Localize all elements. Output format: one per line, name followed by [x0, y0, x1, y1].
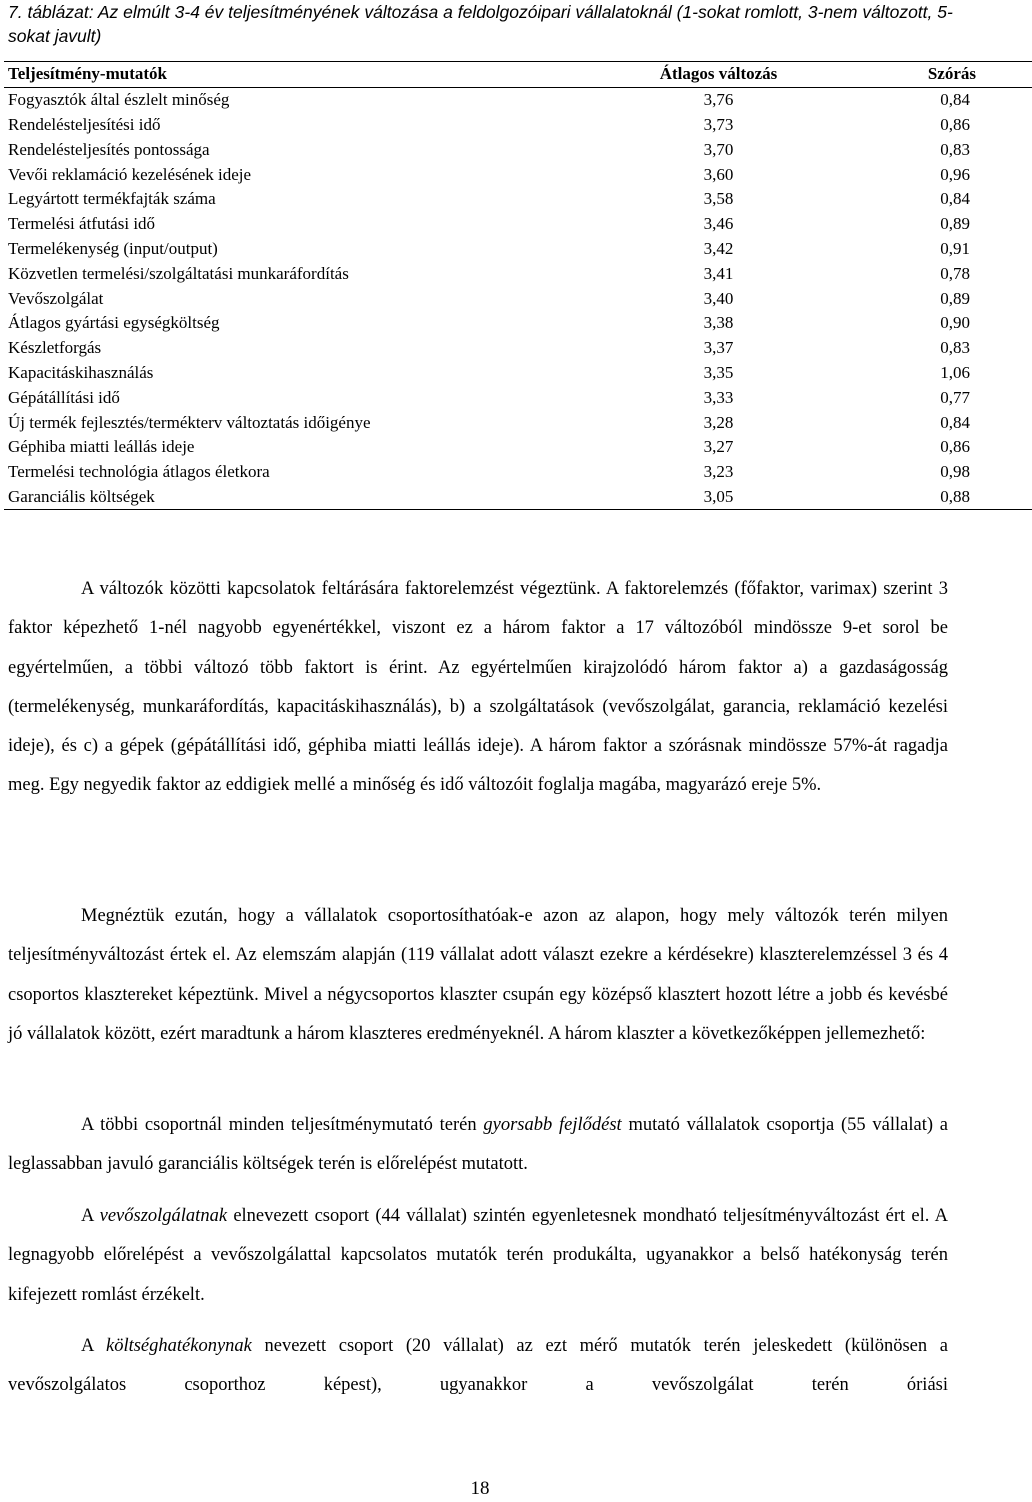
cell-indicator: Géphiba miatti leállás ideje [8, 437, 195, 457]
cell-average-change: 3,58 [703, 189, 734, 209]
text-run: A [81, 1206, 100, 1226]
cell-std-dev: 0,89 [940, 288, 970, 308]
table-row [4, 385, 1032, 410]
cell-std-dev: 0,90 [940, 313, 970, 333]
table-row [4, 361, 1032, 386]
cell-average-change: 3,73 [703, 114, 734, 134]
emphasis-text: vevőszolgálatnak [99, 1206, 228, 1226]
emphasis-text: gyorsabb fejlődést [483, 1115, 622, 1135]
paragraph-text: Megnéztük ezután, hogy a vállalatok csoportosíthatóak-e azon az alapon, hogy mely változók terén milyen teljesítményváltozást értek el. Az elemszám alapján (119 vállalat adott választ ezekre a kérdésekre) klaszterelemzéssel 3 és 4 csoportos klasztereket képeztünk. Mivel a négycsoportos klaszter csupán egy középső klasztert hozott létre a jobb és kevésbé jó vállalatok között, ezért maradtunk a három klaszteres eredményeknél. A három klaszter a következőképpen jellemezhető: [8, 906, 948, 1044]
page-number: 18 [470, 1478, 490, 1499]
cell-indicator: Vevőszolgálat [8, 288, 104, 308]
paragraph-customer-service [8, 1197, 948, 1315]
text-run: A többi csoportnál minden teljesítménymutató terén [81, 1115, 484, 1135]
cell-indicator: Fogyasztók által észlelt minőség [8, 90, 230, 110]
paragraph-text: A változók közötti kapcsolatok feltárására faktorelemzést végeztünk. A faktorelemzés (főfaktor, varimax) szerint 3 faktor képezhető 1-nél nagyobb egyenértékkel, viszont ez a három faktor a 17 változóból mindössze 9-et sorol be egyértelműen, a többi változó több faktort is érint. Az egyértelműen kirajzolódó három faktor a) a gazdaságosság (termelékenység, munkaráfordítás, kapacitáskihasználás), b) a szolgáltatások (vevőszolgálat, garancia, reklamáció kezelési ideje), és c) a gépek (gépátállítási idő, géphiba miatti leállás ideje). A három faktor a szórásnak mindössze 57%-át ragadja meg. Egy negyedik faktor az eddigiek mellé a minőség és idő változóit foglalja magába, magyarázó ereje 5%. [8, 579, 948, 796]
text-run: elnevezett csoport (44 vállalat) szintén egyenletesnek mondható teljesítményváltozást ért el. A legnagyobb előrelépést a vevőszolgálattal kapcsolatos mutatók terén produkálta, ugyanakkor a belső hatékonyság terén kifejezett romlást érzékelt. [8, 1206, 948, 1305]
cell-indicator: Termelési átfutási idő [8, 214, 156, 234]
text-run: A [81, 1336, 106, 1356]
cell-indicator: Termelékenység (input/output) [8, 238, 218, 258]
performance-table [4, 61, 1032, 510]
cell-indicator: Rendelésteljesítési idő [8, 114, 161, 134]
cell-indicator: Új termék fejlesztés/termékterv változtatás időigénye [8, 412, 371, 432]
cell-indicator: Gépátállítási idő [8, 387, 120, 407]
cell-average-change: 3,33 [703, 387, 734, 407]
cell-average-change: 3,28 [703, 412, 734, 432]
table-caption: 7. táblázat: Az elmúlt 3-4 év teljesítményének változása a feldolgozóipari vállalatoknál (1-sokat romlott, 3-nem változott, 5-sokat javult) [8, 2, 953, 46]
text-run: nevezett csoport (20 vállalat) az ezt mérő mutatók terén jeleskedett (különösen a vevőszolgálatos csoporthoz képest), ugyanakkor a vevőszolgálat terén óriási [8, 1336, 948, 1396]
cell-indicator: Átlagos gyártási egységköltség [8, 313, 220, 333]
table-row [4, 460, 1032, 485]
cell-average-change: 3,41 [703, 263, 734, 283]
cell-std-dev: 0,88 [940, 486, 970, 506]
cell-std-dev: 0,98 [940, 462, 970, 482]
text-run: mutató vállalatok csoportja (55 vállalat) a leglassabban javuló garanciális költségek terén is előrelépést mutatott. [8, 1115, 948, 1175]
cell-average-change: 3,46 [703, 214, 734, 234]
cell-average-change: 3,27 [703, 437, 734, 457]
cell-std-dev: 0,84 [940, 412, 970, 432]
cell-std-dev: 0,96 [940, 164, 970, 184]
table-row [4, 311, 1032, 336]
table-row [4, 435, 1032, 460]
cell-average-change: 3,05 [703, 486, 734, 506]
table-row [4, 261, 1032, 286]
cell-std-dev: 0,91 [940, 238, 970, 258]
paragraph-text [8, 1197, 948, 1315]
cell-indicator: Közvetlen termelési/szolgáltatási munkaráfordítás [8, 263, 349, 283]
header-average-change: Átlagos változás [659, 64, 778, 84]
cell-std-dev: 0,83 [940, 139, 970, 159]
paragraph-fast-developers [8, 1106, 948, 1185]
cell-indicator: Garanciális költségek [8, 486, 155, 506]
cell-std-dev: 0,89 [940, 214, 970, 234]
table-row [4, 87, 1032, 112]
paragraph-cluster-analysis [8, 897, 948, 1054]
table-row [4, 137, 1032, 162]
table-row [4, 286, 1032, 311]
cell-average-change: 3,38 [703, 313, 734, 333]
cell-indicator: Készletforgás [8, 338, 102, 358]
cell-std-dev: 0,78 [940, 263, 970, 283]
cell-average-change: 3,70 [703, 139, 734, 159]
emphasis-text: költséghatékonynak [105, 1336, 252, 1356]
cell-indicator: Legyártott termékfajták száma [8, 189, 216, 209]
table-row [4, 410, 1032, 435]
cell-std-dev: 0,86 [940, 437, 970, 457]
header-indicator: Teljesítmény-mutatók [8, 64, 167, 84]
cell-average-change: 3,23 [703, 462, 734, 482]
cell-std-dev: 0,86 [940, 114, 970, 134]
table-body [4, 87, 1032, 510]
cell-average-change: 3,76 [703, 90, 734, 110]
cell-std-dev: 0,83 [940, 338, 970, 358]
cell-std-dev: 0,84 [940, 90, 970, 110]
cell-std-dev: 0,77 [940, 387, 970, 407]
table-row [4, 237, 1032, 262]
cell-average-change: 3,37 [703, 338, 734, 358]
table-header-row [4, 62, 1032, 88]
header-std-dev: Szórás [927, 64, 976, 84]
table-row [4, 336, 1032, 361]
paragraph-cost-efficient [8, 1327, 948, 1406]
cell-std-dev: 1,06 [940, 362, 970, 382]
paragraph-text [8, 1106, 948, 1185]
table-row [4, 212, 1032, 237]
table-row [4, 187, 1032, 212]
cell-indicator: Vevői reklamáció kezelésének ideje [8, 164, 252, 184]
table-row [4, 485, 1032, 510]
table-row [4, 113, 1032, 138]
cell-indicator: Kapacitáskihasználás [8, 362, 154, 382]
cell-std-dev: 0,84 [940, 189, 970, 209]
cell-average-change: 3,35 [703, 362, 734, 382]
cell-average-change: 3,42 [703, 238, 734, 258]
paragraph-factor-analysis [8, 570, 948, 806]
table-row [4, 162, 1032, 187]
paragraph-text [8, 1327, 948, 1406]
cell-average-change: 3,40 [703, 288, 734, 308]
cell-indicator: Rendelésteljesítés pontossága [8, 139, 210, 159]
cell-average-change: 3,60 [703, 164, 734, 184]
cell-indicator: Termelési technológia átlagos életkora [8, 462, 270, 482]
